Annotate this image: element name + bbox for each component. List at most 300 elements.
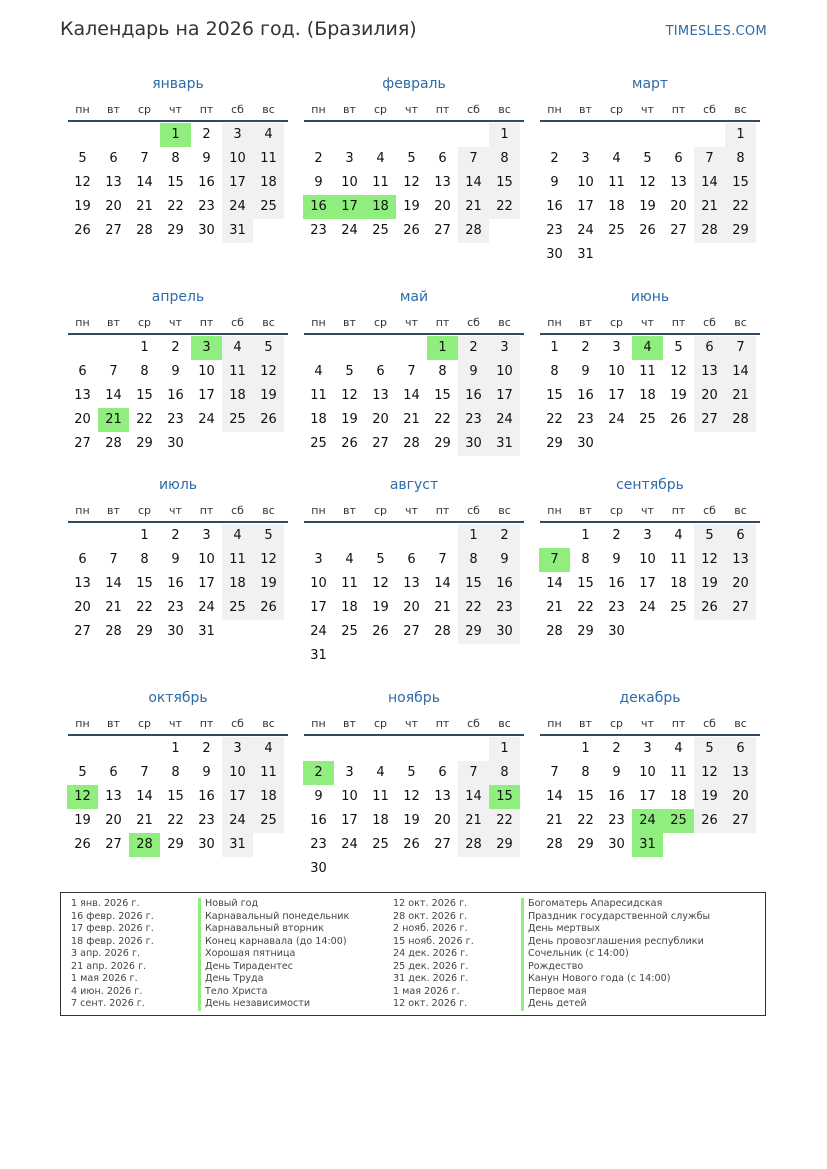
day-cell: 5 bbox=[253, 336, 284, 360]
day-cell: 19 bbox=[341, 412, 358, 427]
day-cell: 18 bbox=[253, 785, 284, 809]
day-cell: 3 bbox=[643, 741, 652, 756]
empty-cell bbox=[632, 123, 663, 147]
day-cell: 1 bbox=[550, 340, 559, 355]
day-cell: 10 bbox=[198, 364, 215, 379]
weekday-label: пн bbox=[311, 716, 326, 730]
day-cell: 10 bbox=[341, 175, 358, 190]
day-cell: 15 bbox=[136, 388, 153, 403]
empty-cell bbox=[303, 737, 334, 761]
legend-holiday-date: 7 сент. 2026 г. bbox=[71, 998, 145, 1009]
day-cell: 7 bbox=[109, 552, 118, 567]
day-cell: 30 bbox=[577, 436, 594, 451]
empty-cell bbox=[458, 737, 489, 761]
day-cell: 12 bbox=[670, 364, 687, 379]
legend-holiday-name: Новый год bbox=[198, 898, 349, 911]
legend-holiday-date: 16 февр. 2026 г. bbox=[71, 910, 154, 922]
day-cell: 2 bbox=[202, 741, 211, 756]
day-cell: 3 bbox=[345, 151, 354, 166]
day-cell: 20 bbox=[725, 572, 756, 596]
weekday-label: чт bbox=[169, 716, 182, 730]
day-cell: 17 bbox=[608, 388, 625, 403]
day-cell: 19 bbox=[694, 572, 725, 596]
day-cell: 3 bbox=[222, 737, 253, 761]
day-cell: 5 bbox=[253, 524, 284, 548]
header-rule bbox=[304, 521, 524, 523]
day-cell: 27 bbox=[105, 837, 122, 852]
day-cell: 8 bbox=[581, 765, 590, 780]
weekday-header bbox=[539, 98, 761, 120]
day-cell: 14 bbox=[105, 576, 122, 591]
day-cell: 27 bbox=[434, 837, 451, 852]
weekday-header bbox=[303, 499, 525, 521]
weekday-label: вс bbox=[498, 102, 511, 116]
weekday-label: вс bbox=[262, 315, 275, 329]
day-grid bbox=[539, 336, 761, 456]
holiday-day-cell: 25 bbox=[663, 809, 694, 833]
brand-link[interactable]: TIMESLES.COM bbox=[665, 24, 767, 39]
day-cell: 20 bbox=[74, 600, 91, 615]
day-cell: 8 bbox=[171, 765, 180, 780]
day-cell: 22 bbox=[489, 195, 520, 219]
weekday-label: чт bbox=[405, 503, 418, 517]
day-cell: 10 bbox=[577, 175, 594, 190]
holiday-day-cell: 7 bbox=[539, 548, 570, 572]
day-cell: 19 bbox=[403, 199, 420, 214]
weekday-label: вс bbox=[498, 503, 511, 517]
day-cell: 16 bbox=[546, 199, 563, 214]
day-cell: 5 bbox=[694, 737, 725, 761]
day-cell: 21 bbox=[458, 195, 489, 219]
day-cell: 25 bbox=[341, 624, 358, 639]
day-cell: 28 bbox=[434, 624, 451, 639]
day-cell: 26 bbox=[694, 596, 725, 620]
day-cell: 6 bbox=[376, 364, 385, 379]
day-cell: 20 bbox=[372, 412, 389, 427]
day-cell: 29 bbox=[725, 219, 756, 243]
day-cell: 23 bbox=[577, 412, 594, 427]
day-cell: 27 bbox=[725, 809, 756, 833]
day-grid bbox=[67, 336, 289, 456]
day-cell: 6 bbox=[78, 552, 87, 567]
day-cell: 13 bbox=[725, 761, 756, 785]
day-cell: 16 bbox=[167, 388, 184, 403]
weekday-label: вт bbox=[107, 102, 120, 116]
weekday-label: сб bbox=[467, 315, 480, 329]
day-cell: 20 bbox=[403, 600, 420, 615]
day-cell: 29 bbox=[577, 624, 594, 639]
day-cell: 10 bbox=[639, 765, 656, 780]
day-cell: 14 bbox=[458, 171, 489, 195]
weekday-label: вс bbox=[262, 503, 275, 517]
day-grid bbox=[67, 524, 289, 644]
day-cell: 20 bbox=[694, 384, 725, 408]
weekday-label: пн bbox=[547, 102, 562, 116]
month-12 bbox=[539, 688, 761, 857]
weekday-label: вт bbox=[579, 102, 592, 116]
month-name: апрель bbox=[151, 289, 205, 305]
day-cell: 24 bbox=[341, 837, 358, 852]
day-cell: 10 bbox=[608, 364, 625, 379]
day-cell: 8 bbox=[458, 548, 489, 572]
day-cell: 28 bbox=[136, 223, 153, 238]
day-cell: 29 bbox=[489, 833, 520, 857]
month-5 bbox=[303, 287, 525, 456]
day-cell: 4 bbox=[345, 552, 354, 567]
day-cell: 28 bbox=[105, 624, 122, 639]
weekday-label: пн bbox=[75, 503, 90, 517]
day-cell: 28 bbox=[458, 219, 489, 243]
day-cell: 12 bbox=[341, 388, 358, 403]
day-cell: 21 bbox=[403, 412, 420, 427]
day-cell: 1 bbox=[171, 741, 180, 756]
empty-cell bbox=[427, 123, 458, 147]
day-cell: 21 bbox=[136, 199, 153, 214]
day-cell: 17 bbox=[222, 785, 253, 809]
day-cell: 5 bbox=[345, 364, 354, 379]
day-cell: 24 bbox=[341, 223, 358, 238]
day-cell: 24 bbox=[198, 412, 215, 427]
month-name: июнь bbox=[630, 289, 670, 305]
day-cell: 15 bbox=[167, 175, 184, 190]
weekday-label: ср bbox=[137, 503, 152, 517]
day-cell: 5 bbox=[78, 151, 87, 166]
empty-cell bbox=[334, 524, 365, 548]
weekday-label: пт bbox=[199, 503, 214, 517]
day-cell: 19 bbox=[670, 388, 687, 403]
day-grid bbox=[539, 737, 761, 857]
day-cell: 4 bbox=[314, 364, 323, 379]
holiday-day-cell: 17 bbox=[334, 195, 365, 219]
weekday-label: пт bbox=[199, 716, 214, 730]
weekday-header bbox=[67, 98, 289, 120]
day-cell: 23 bbox=[608, 813, 625, 828]
day-cell: 2 bbox=[550, 151, 559, 166]
day-cell: 16 bbox=[458, 384, 489, 408]
day-cell: 16 bbox=[167, 576, 184, 591]
legend-holiday-date: 21 апр. 2026 г. bbox=[71, 960, 147, 972]
day-cell: 15 bbox=[167, 789, 184, 804]
holiday-day-cell: 1 bbox=[427, 336, 458, 360]
legend-holiday-date: 4 июн. 2026 г. bbox=[71, 985, 143, 997]
day-cell: 13 bbox=[434, 175, 451, 190]
weekday-label: чт bbox=[405, 315, 418, 329]
day-cell: 18 bbox=[670, 789, 687, 804]
day-cell: 11 bbox=[670, 552, 687, 567]
empty-cell bbox=[303, 123, 334, 147]
legend-holiday-name: Канун Нового года (с 14:00) bbox=[521, 973, 710, 986]
day-cell: 21 bbox=[546, 600, 563, 615]
day-cell: 11 bbox=[372, 789, 389, 804]
weekday-header bbox=[67, 311, 289, 333]
day-cell: 30 bbox=[546, 247, 563, 262]
day-cell: 12 bbox=[74, 175, 91, 190]
day-grid bbox=[539, 524, 761, 644]
day-cell: 25 bbox=[670, 600, 687, 615]
day-cell: 12 bbox=[694, 761, 725, 785]
day-cell: 1 bbox=[489, 737, 520, 761]
empty-cell bbox=[539, 737, 570, 761]
weekday-label: ср bbox=[609, 315, 624, 329]
month-name: ноябрь bbox=[388, 690, 440, 706]
month-7 bbox=[67, 475, 289, 644]
day-cell: 9 bbox=[612, 552, 621, 567]
legend-holiday-name: Богоматерь Апаресидская bbox=[521, 898, 710, 911]
day-cell: 29 bbox=[136, 624, 153, 639]
day-cell: 26 bbox=[74, 837, 91, 852]
weekday-label: вт bbox=[107, 503, 120, 517]
weekday-label: вт bbox=[343, 315, 356, 329]
month-9 bbox=[539, 475, 761, 644]
legend-holiday-name: Первое мая bbox=[521, 986, 710, 999]
day-cell: 29 bbox=[546, 436, 563, 451]
weekday-label: чт bbox=[641, 315, 654, 329]
day-cell: 25 bbox=[222, 408, 253, 432]
month-11 bbox=[303, 688, 525, 881]
day-cell: 22 bbox=[725, 195, 756, 219]
day-cell: 9 bbox=[612, 765, 621, 780]
holiday-day-cell: 18 bbox=[365, 195, 396, 219]
day-cell: 23 bbox=[310, 223, 327, 238]
weekday-label: чт bbox=[641, 503, 654, 517]
legend-holiday-name: День независимости bbox=[198, 998, 349, 1011]
day-cell: 4 bbox=[253, 737, 284, 761]
day-cell: 20 bbox=[105, 813, 122, 828]
legend-holiday-date: 1 мая 2026 г. bbox=[393, 985, 460, 997]
header-rule bbox=[540, 521, 760, 523]
day-cell: 4 bbox=[674, 528, 683, 543]
day-cell: 23 bbox=[489, 596, 520, 620]
day-cell: 8 bbox=[140, 552, 149, 567]
day-cell: 28 bbox=[546, 837, 563, 852]
empty-cell bbox=[365, 336, 396, 360]
holiday-day-cell: 1 bbox=[160, 123, 191, 147]
day-cell: 5 bbox=[376, 552, 385, 567]
month-name: сентябрь bbox=[616, 477, 684, 493]
day-cell: 26 bbox=[694, 809, 725, 833]
day-cell: 30 bbox=[608, 837, 625, 852]
legend-holiday-name: Рождество bbox=[521, 961, 710, 974]
weekday-label: вт bbox=[343, 102, 356, 116]
day-cell: 23 bbox=[608, 600, 625, 615]
day-cell: 8 bbox=[489, 761, 520, 785]
day-cell: 4 bbox=[376, 765, 385, 780]
day-cell: 3 bbox=[222, 123, 253, 147]
day-cell: 14 bbox=[403, 388, 420, 403]
empty-cell bbox=[427, 524, 458, 548]
empty-cell bbox=[570, 123, 601, 147]
weekday-label: вт bbox=[579, 716, 592, 730]
weekday-header bbox=[67, 499, 289, 521]
empty-cell bbox=[396, 737, 427, 761]
legend-holiday-name: День детей bbox=[521, 998, 710, 1011]
day-cell: 6 bbox=[78, 364, 87, 379]
weekday-label: пт bbox=[435, 102, 450, 116]
weekday-label: сб bbox=[231, 315, 244, 329]
day-cell: 30 bbox=[458, 432, 489, 456]
header-rule bbox=[540, 333, 760, 335]
day-grid bbox=[67, 737, 289, 857]
day-cell: 24 bbox=[608, 412, 625, 427]
day-cell: 24 bbox=[639, 600, 656, 615]
day-cell: 18 bbox=[310, 412, 327, 427]
day-cell: 4 bbox=[222, 336, 253, 360]
day-cell: 5 bbox=[407, 765, 416, 780]
day-cell: 31 bbox=[222, 833, 253, 857]
day-cell: 30 bbox=[198, 837, 215, 852]
day-cell: 7 bbox=[407, 364, 416, 379]
weekday-header bbox=[539, 499, 761, 521]
day-cell: 13 bbox=[74, 388, 91, 403]
day-cell: 14 bbox=[434, 576, 451, 591]
weekday-label: пн bbox=[547, 503, 562, 517]
weekday-header bbox=[303, 311, 525, 333]
weekday-label: пт bbox=[199, 315, 214, 329]
weekday-label: сб bbox=[703, 503, 716, 517]
legend-holiday-date: 28 окт. 2026 г. bbox=[393, 910, 468, 922]
day-cell: 12 bbox=[253, 548, 284, 572]
day-cell: 26 bbox=[253, 596, 284, 620]
holiday-day-cell: 16 bbox=[303, 195, 334, 219]
day-cell: 22 bbox=[434, 412, 451, 427]
weekday-label: пт bbox=[435, 503, 450, 517]
empty-cell bbox=[334, 737, 365, 761]
day-cell: 25 bbox=[310, 436, 327, 451]
day-cell: 18 bbox=[670, 576, 687, 591]
day-cell: 23 bbox=[310, 837, 327, 852]
day-cell: 28 bbox=[105, 436, 122, 451]
day-cell: 2 bbox=[171, 340, 180, 355]
empty-cell bbox=[396, 336, 427, 360]
day-cell: 11 bbox=[341, 576, 358, 591]
day-cell: 6 bbox=[725, 737, 756, 761]
day-cell: 11 bbox=[639, 364, 656, 379]
day-cell: 2 bbox=[458, 336, 489, 360]
empty-cell bbox=[458, 123, 489, 147]
legend-holiday-date: 1 янв. 2026 г. bbox=[71, 898, 140, 909]
day-cell: 3 bbox=[612, 340, 621, 355]
weekday-label: пт bbox=[671, 315, 686, 329]
holiday-day-cell: 15 bbox=[489, 785, 520, 809]
month-10 bbox=[67, 688, 289, 857]
day-cell: 13 bbox=[105, 175, 122, 190]
day-cell: 23 bbox=[167, 412, 184, 427]
day-cell: 2 bbox=[581, 340, 590, 355]
weekday-label: сб bbox=[467, 716, 480, 730]
empty-cell bbox=[67, 336, 98, 360]
day-cell: 8 bbox=[171, 151, 180, 166]
day-cell: 11 bbox=[310, 388, 327, 403]
day-cell: 7 bbox=[725, 336, 756, 360]
day-cell: 15 bbox=[546, 388, 563, 403]
day-cell: 5 bbox=[674, 340, 683, 355]
day-cell: 12 bbox=[403, 789, 420, 804]
day-cell: 20 bbox=[670, 199, 687, 214]
day-cell: 13 bbox=[670, 175, 687, 190]
day-cell: 21 bbox=[725, 384, 756, 408]
day-cell: 14 bbox=[546, 576, 563, 591]
day-cell: 20 bbox=[74, 412, 91, 427]
day-cell: 21 bbox=[136, 813, 153, 828]
day-cell: 9 bbox=[202, 151, 211, 166]
weekday-label: пт bbox=[671, 716, 686, 730]
day-cell: 8 bbox=[438, 364, 447, 379]
weekday-label: ср bbox=[373, 503, 388, 517]
day-cell: 19 bbox=[694, 785, 725, 809]
day-cell: 9 bbox=[202, 765, 211, 780]
day-cell: 22 bbox=[167, 813, 184, 828]
weekday-label: чт bbox=[641, 716, 654, 730]
legend-holiday-name: Конец карнавала (до 14:00) bbox=[198, 936, 349, 949]
day-cell: 23 bbox=[458, 408, 489, 432]
legend-holiday-date: 25 дек. 2026 г. bbox=[393, 960, 469, 972]
weekday-label: вс bbox=[498, 716, 511, 730]
day-cell: 19 bbox=[403, 813, 420, 828]
day-cell: 18 bbox=[253, 171, 284, 195]
weekday-label: вт bbox=[579, 503, 592, 517]
day-cell: 31 bbox=[310, 648, 327, 663]
day-cell: 15 bbox=[577, 576, 594, 591]
weekday-label: сб bbox=[703, 315, 716, 329]
day-cell: 21 bbox=[546, 813, 563, 828]
day-cell: 22 bbox=[136, 412, 153, 427]
day-cell: 14 bbox=[546, 789, 563, 804]
day-cell: 17 bbox=[222, 171, 253, 195]
day-cell: 19 bbox=[253, 384, 284, 408]
header-rule bbox=[540, 734, 760, 736]
day-cell: 12 bbox=[372, 576, 389, 591]
header-rule bbox=[304, 333, 524, 335]
legend-holiday-name: Карнавальный вторник bbox=[198, 923, 349, 936]
day-cell: 22 bbox=[458, 596, 489, 620]
weekday-header bbox=[303, 98, 525, 120]
day-cell: 1 bbox=[140, 340, 149, 355]
day-cell: 13 bbox=[105, 789, 122, 804]
day-cell: 15 bbox=[458, 572, 489, 596]
day-cell: 24 bbox=[310, 624, 327, 639]
day-cell: 16 bbox=[198, 789, 215, 804]
day-cell: 7 bbox=[438, 552, 447, 567]
weekday-label: сб bbox=[231, 503, 244, 517]
day-cell: 28 bbox=[694, 219, 725, 243]
day-cell: 11 bbox=[222, 360, 253, 384]
empty-cell bbox=[129, 737, 160, 761]
weekday-label: сб bbox=[703, 716, 716, 730]
weekday-label: пн bbox=[547, 315, 562, 329]
header-rule bbox=[304, 120, 524, 122]
day-cell: 25 bbox=[608, 223, 625, 238]
day-cell: 26 bbox=[403, 223, 420, 238]
day-cell: 29 bbox=[434, 436, 451, 451]
day-cell: 4 bbox=[253, 123, 284, 147]
day-cell: 14 bbox=[694, 171, 725, 195]
empty-cell bbox=[396, 524, 427, 548]
day-cell: 18 bbox=[222, 384, 253, 408]
day-cell: 12 bbox=[694, 548, 725, 572]
day-cell: 6 bbox=[109, 151, 118, 166]
weekday-label: вт bbox=[107, 716, 120, 730]
day-cell: 19 bbox=[74, 199, 91, 214]
day-cell: 31 bbox=[489, 432, 520, 456]
day-cell: 24 bbox=[222, 809, 253, 833]
day-cell: 25 bbox=[372, 837, 389, 852]
day-cell: 4 bbox=[674, 741, 683, 756]
empty-cell bbox=[396, 123, 427, 147]
day-cell: 26 bbox=[74, 223, 91, 238]
day-cell: 17 bbox=[310, 600, 327, 615]
weekday-label: вт bbox=[579, 315, 592, 329]
day-cell: 7 bbox=[140, 765, 149, 780]
